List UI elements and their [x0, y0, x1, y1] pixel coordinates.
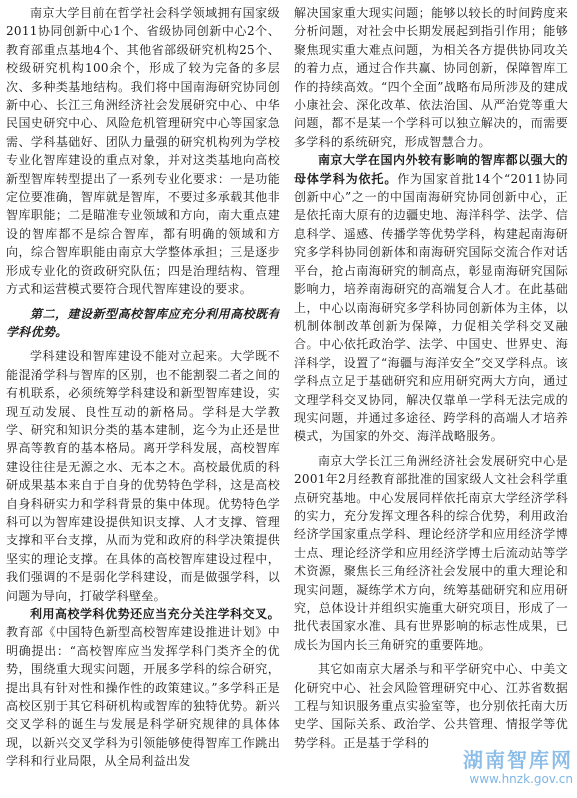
watermark-url: www.hnzk.gov.cn: [469, 772, 573, 786]
emphasis-text: 利用高校学科优势还应当充分关注学科交叉。: [30, 607, 280, 621]
emphasis-text: 南京大学在国内外较有影响的智库都以强大的母体学科为依托。: [294, 153, 568, 186]
paragraph: [294, 151, 568, 446]
section-heading: 第二，建设新型高校智库应充分利用高校既有学科优势。: [6, 306, 280, 339]
left-column: [6, 4, 280, 798]
paragraph: [6, 605, 280, 771]
paragraph: 学科建设和智库建设不能对立起来。大学既不能混淆学科与智库的区别，也不能割裂二者之间的有机联系，必须统筹学科建设和新型智库建设，实现互动发展、良性互动的新格局。学科是大学教学、研究和知识分类的基本建制，迄今为止还是世界高等教育的基本格局。离开学科发展，高校智库建设往往是无源之水、无本之木。高校最优质的科研成果基本来自于自身的优势特色学科，这是高校自身科研实力和学科背景的集中体现。优势特色学科可以为智库建设提供知识支撑、人才支撑、管理支撑和平台支撑，从而为党和政府的科学决策提供坚实的理论支撑。在具体的高校智库建设过程中，我们强调的不是弱化学科建设，而是做强学科，以问题为导向，打破学科壁垒。: [6, 349, 280, 603]
paragraph: 解决国家重大现实问题；能够以较长的时间跨度来分析问题，对社会中长期发展起到指引作用；能够聚焦现实重大难点问题，为相关各方提供协同攻关的着力点，通过合作共赢、协同创新，保障智库工作的持续高效。“四个全面”战略布局所涉及的建成小康社会、深化改革、依法治国、从严治党等重大问题，都不是某一个学科可以独立解决的，而需要多学科的系统研究，形成智慧合力。: [294, 6, 568, 149]
paragraph: 南京大学长江三角洲经济社会发展研究中心是2001年2月经教育部批准的国家级人文社会科学重点研究基地。中心发展同样依托南京大学经济学科的实力，充分发挥文理各科的综合优势，利用政治经济学国家重点学科、理论经济学和应用经济学博士点、理论经济学和应用经济学博士后流动站等学术资源，聚焦长三角经济社会发展中的重大理论和现实问题，凝练学术方向，统筹基础研究和应用研究，总体设计并组织实施重大研究项目，形成了一批代表国家水准、具有世界影响的标志性成果，已成长为国内长三角研究的重要阵地。: [294, 453, 568, 652]
watermark-brand: 湖南智库网: [463, 748, 573, 772]
paragraph: 其它如南京大屠杀与和平学研究中心、中美文化研究中心、社会风险管理研究中心、江苏省数据工程与知识服务重点实验室等，也分别依托南大历史学、国际关系、政治学、公共管理、情报学等优势学科。正是基于学科的: [294, 662, 568, 750]
right-column: [294, 4, 568, 798]
paragraph-text: 教育部《中国特色新型高校智库建设推进计划》中明确提出：“高校智库应当发挥学科门类齐全的优势，围绕重大现实问题，开展多学科的综合研究，提出具有针对性和操作性的政策建议。”多学科正是高校区别于其它科研机构或智库的独特优势。新兴交叉学科的诞生与发展是科学研究规律的具体体现，以新兴交叉学科为引领能够使得智库工作跳出学科和行业局限，从全局利益出发: [6, 625, 280, 769]
paragraph-text: 作为国家首批14个“2011协同创新中心”之一的中国南海研究协同创新中心，正是依托南大原有的边疆史地、海洋科学、法学、信息科学、遥感、传播学等优势学科，构建起南海研究多学科协同创新体和南海研究国际交流合作对话平台，抢占南海研究的制高点，彰显南海研究国际影响力，培养南海研究的高端复合人才。在此基础上，中心以南海研究多学科协同创新体为主体，以机制体制改革创新为保障，力促相关学科交叉融合。中心依托政治学、法学、中国史、世界史、海洋科学，设置了“海疆与海洋安全”交叉学科点。该学科点立足于基础研究和应用研究两大方向，通过文理学科交叉协同，解决仅靠单一学科无法完成的现实问题，并通过多途径、跨学科的高端人才培养模式，为国家的外交、海洋战略服务。: [294, 171, 568, 444]
paragraph: 南京大学目前在哲学社会科学领域拥有国家级2011协同创新中心1个、省级协同创新中心2个、教育部重点基地4个、其他省部级研究机构25个、校级研究机构100余个，形成了较为完备的多层次、多种类基地结构。我们将中国南海研究协同创新中心、长江三角洲经济社会发展研究中心、中华民国史研究中心、风险危机管理研究中心等国家急需、学科基础好、团队力量强的研究机构列为学校专业化智库建设的重点对象，并对这类基地向高校新型智库转型提出了一系列专业化要求：一是功能定位要准确，智库就是智库，不要过多承载其他非智库职能；二是瞄准专业领域和方向，南大重点建设的智库都不是综合智库，都有明确的领域和方向，综合智库职能由南京大学整体承担；三是逐步形成专业化的资政研究队伍；四是治理结构、管理方式和运营模式要符合现代智库建设的要求。: [6, 6, 280, 297]
